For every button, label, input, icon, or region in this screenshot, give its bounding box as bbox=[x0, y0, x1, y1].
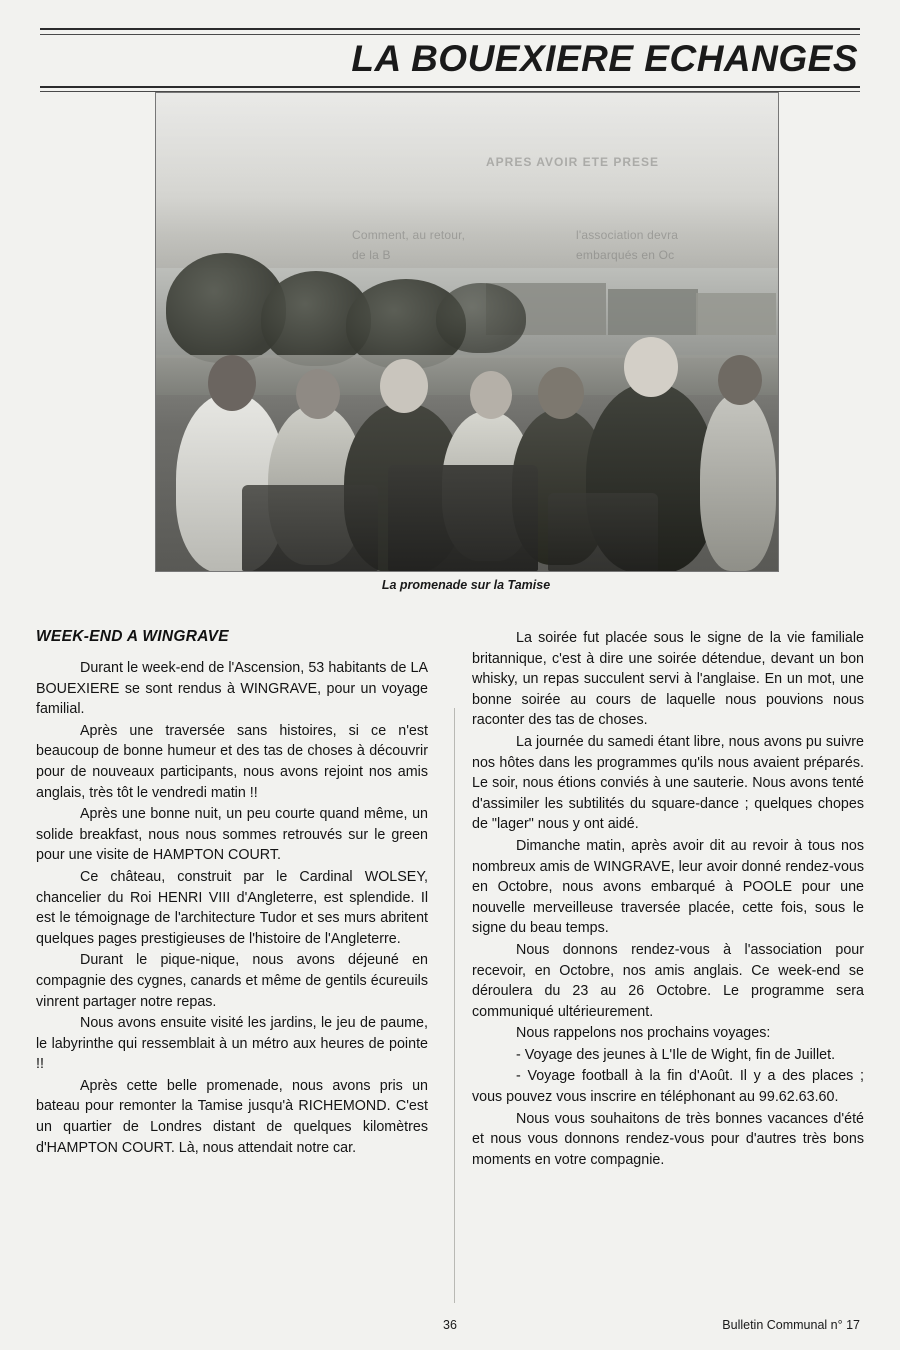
right-column bbox=[472, 628, 864, 1170]
photo-frame bbox=[155, 92, 779, 572]
paragraph: La soirée fut placée sous le signe de la vie familiale britannique, c'est à dire une soirée détendue, devant un bon whisky, un repas succulent servi à l'anglaise. En un mot, une bonne soirée au cours de laquelle nous pouvions nous raconter des tas de choses. bbox=[472, 630, 864, 729]
paragraph: Durant le pique-nique, nous avons déjeuné en compagnie des cygnes, canards et même de gentils écureuils vinrent partager notre repas. bbox=[36, 952, 428, 1010]
photo-person-head bbox=[624, 337, 678, 397]
photo-person bbox=[700, 393, 776, 571]
masthead-rule-bottom bbox=[40, 86, 860, 88]
paragraph: Après cette belle promenade, nous avons pris un bateau pour remonter la Tamise jusqu'à RICHEMOND. C'est un quartier de Londres distant de quelques kilomètres d'HAMPTON COURT. Là, nous attendait notre car. bbox=[36, 1077, 428, 1156]
paragraph: Durant le week-end de l'Ascension, 53 habitants de LA BOUEXIERE se sont rendus à WINGRAVE, pour un voyage familial. bbox=[36, 660, 428, 718]
masthead-rule-mid bbox=[40, 34, 860, 35]
photo-building bbox=[696, 293, 776, 335]
photo-caption: La promenade sur la Tamise bbox=[381, 578, 551, 592]
paragraph: - Voyage football à la fin d'Août. Il y a des places ; vous pouvez vous inscrire en téléphonant au 99.62.63.60. bbox=[472, 1068, 864, 1106]
photo-person-head bbox=[296, 369, 340, 419]
paragraph: Nous donnons rendez-vous à l'association pour recevoir, en Octobre, nos amis anglais. Ce week-end se déroulera du 23 au 26 Octobre. Le programme sera communiqué ultérieurement. bbox=[472, 941, 864, 1020]
column-divider bbox=[454, 708, 455, 1303]
ghost-text-line4: de la B bbox=[352, 248, 391, 262]
paragraph: Nous avons ensuite visité les jardins, le jeu de paume, le labyrinthe qui ressemblait à un métro aux heures de pointe !! bbox=[36, 1015, 428, 1073]
ghost-text-line5: embarqués en Oc bbox=[576, 248, 675, 262]
paragraph: Nous vous souhaitons de très bonnes vacances d'été et nous vous donnons rendez-vous pour d'autres très bons moments en votre compagnie. bbox=[472, 1110, 864, 1168]
masthead bbox=[40, 28, 860, 90]
article-title: WEEK-END A WINGRAVE bbox=[36, 628, 229, 645]
paragraph: - Voyage des jeunes à L'Ile de Wight, fin de Juillet. bbox=[516, 1046, 836, 1063]
paragraph: La journée du samedi étant libre, nous avons pu suivre nos hôtes dans les programmes qu'ils nous avaient préparés. Le soir, nous étions conviés à une sauterie. Nous avons tenté d'assimiler les subtilités du square-dance ; quelques chopes de "lager" nous y ont aidé. bbox=[472, 733, 864, 833]
photo-seat bbox=[388, 465, 538, 571]
bulletin-reference: Bulletin Communal n° 17 bbox=[722, 1318, 860, 1332]
masthead-rule-top bbox=[40, 28, 860, 30]
article-body bbox=[36, 628, 864, 1308]
paragraph: Dimanche matin, après avoir dit au revoir à tous nos nombreux amis de WINGRAVE, leur avoir donné rendez-vous en Octobre, nous avons embarqué à POOLE pour une nouvelle merveilleuse traversée placée, cette fois, sous le signe du beau temps. bbox=[472, 837, 864, 937]
photo-person-head bbox=[538, 367, 584, 419]
photograph bbox=[156, 93, 778, 571]
page-number: 36 bbox=[443, 1318, 457, 1332]
photo-person-head bbox=[380, 359, 428, 413]
photo-person-head bbox=[718, 355, 762, 405]
photo-tree bbox=[436, 283, 526, 353]
ghost-text-line2: Comment, au retour, bbox=[352, 228, 466, 242]
page-title: LA BOUEXIERE ECHANGES bbox=[351, 38, 858, 79]
ghost-text-line1: APRES AVOIR ETE PRESE bbox=[486, 155, 660, 169]
paragraph: Ce château, construit par le Cardinal WOLSEY, chancelier du Roi HENRI VIII d'Angleterre, est splendide. Il est le témoignage de l'architecture Tudor et ses murs abritent quelques pages prestigieuses de l'histoire de l'Angleterre. bbox=[36, 868, 428, 947]
left-column bbox=[36, 628, 428, 1158]
paragraph: Après une bonne nuit, un peu courte quand même, un solide breakfast, nous nous sommes retrouvés sur le green pour une visite de HAMPTON COURT. bbox=[36, 806, 428, 864]
photo-building bbox=[608, 289, 698, 335]
photo-person-head bbox=[470, 371, 512, 419]
photo-person-head bbox=[208, 355, 256, 411]
ghost-text-line3: l'association devra bbox=[576, 228, 679, 242]
paragraph: Nous rappelons nos prochains voyages: bbox=[516, 1025, 771, 1042]
paragraph: Après une traversée sans histoires, si ce n'est beaucoup de bonne humeur et des tas de choses à découvrir pour de nouveaux participants, nous avons rejoint nos amis anglais, très tôt le vendredi matin !! bbox=[36, 722, 428, 801]
photo-seat bbox=[242, 485, 378, 571]
photo-seat bbox=[548, 493, 658, 571]
